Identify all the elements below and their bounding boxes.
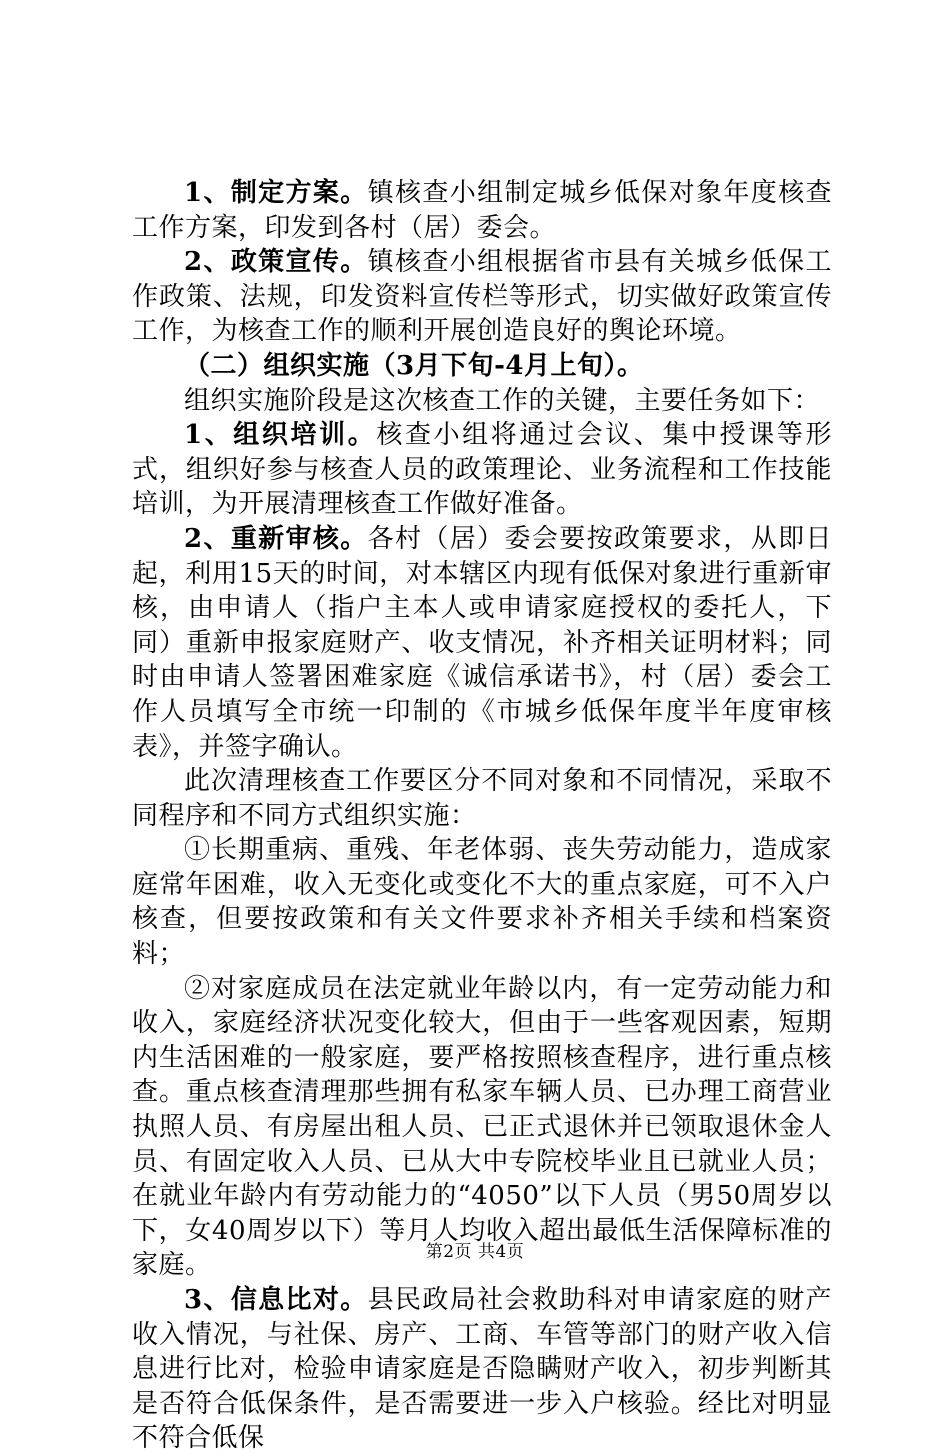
paragraph-7-text: ①长期重病、重残、年老体弱、丧失劳动能力，造成家庭常年困难，收入无变化或变化不大的重点家庭，可不入户核查，但要按政策和有关文件要求补齐相关手续和档案资料； xyxy=(132,835,832,970)
paragraph-1 xyxy=(132,176,832,245)
paragraph-4-text: 核查小组将通过会议、集中授课等形式，组织好参与核查人员的政策理论、业务流程和工作技能培训，为开展清理核查工作做好准备。 xyxy=(132,420,832,520)
paragraph-8 xyxy=(132,972,832,1283)
paragraph-9 xyxy=(132,1283,832,1456)
page-footer xyxy=(0,1240,950,1264)
paragraph-9-lead: 3、信息比对。 xyxy=(184,1285,368,1315)
paragraph-5-text: 各村（居）委会要按政策要求，从即日起，利用15天的时间，对本辖区内现有低保对象进行重新审核，由申请人（指户主本人或申请家庭授权的委托人，下同）重新申报家庭财产、收支情况，补齐相关证明材料；同时由申请人签署困难家庭《诚信承诺书》，村（居）委会工作人员填写全市统一印制的《市城乡低保年度半年度审核表》，并签字确认。 xyxy=(132,523,832,762)
paragraph-5 xyxy=(132,522,832,764)
paragraph-2-lead: 2、政策宣传。 xyxy=(184,247,368,278)
paragraph-9-text: 县民政局社会救助科对申请家庭的财产收入情况，与社保、房产、工商、车管等部门的财产收入信息进行比对，检验申请家庭是否隐瞒财产收入，初步判断其是否符合低保条件，是否需要进一步入户核验。经比对明显不符合低保 xyxy=(132,1285,832,1454)
section-heading-text: （二）组织实施（3月下旬-4月上旬）。 xyxy=(184,350,644,381)
paragraph-7 xyxy=(132,833,832,971)
paragraph-1-lead: 1、制定方案。 xyxy=(184,178,368,208)
paragraph-2 xyxy=(132,245,832,349)
paragraph-4-lead: 1、组织培训。 xyxy=(184,420,377,451)
paragraph-6-text: 此次清理核查工作要区分不同对象和不同情况，采取不同程序和不同方式组织实施： xyxy=(132,766,832,831)
paragraph-4 xyxy=(132,418,832,522)
paragraph-3 xyxy=(132,384,832,419)
paragraph-8-text: ②对家庭成员在法定就业年龄以内，有一定劳动能力和收入，家庭经济状况变化较大，但由于一些客观因素，短期内生活困难的一般家庭，要严格按照核查程序，进行重点核查。重点核查清理那些拥有私家车辆人员、已办理工商营业执照人员、有房屋出租人员、已正式退休并已领取退休金人员、有固定收入人员、已从大中专院校毕业且已就业人员；在就业年龄内有劳动能力的“4050”以下人员（男50周岁以下，女40周岁以下）等月人均收入超出最低生活保障标准的家庭。 xyxy=(132,973,832,1281)
section-heading-organize xyxy=(132,349,832,384)
paragraph-2-text: 镇核查小组根据省市县有关城乡低保工作政策、法规，印发资料宣传栏等形式，切实做好政策宣传工作，为核查工作的顺利开展创造良好的舆论环境。 xyxy=(132,247,832,347)
paragraph-5-lead: 2、重新审核。 xyxy=(184,523,368,554)
paragraph-1-text: 镇核查小组制定城乡低保对象年度核查工作方案，印发到各村（居）委会。 xyxy=(132,178,832,243)
paragraph-6 xyxy=(132,764,832,833)
paragraph-3-text: 组织实施阶段是这次核查工作的关键，主要任务如下： xyxy=(184,385,821,416)
page-number: 第2页 共4页 xyxy=(425,1242,525,1262)
